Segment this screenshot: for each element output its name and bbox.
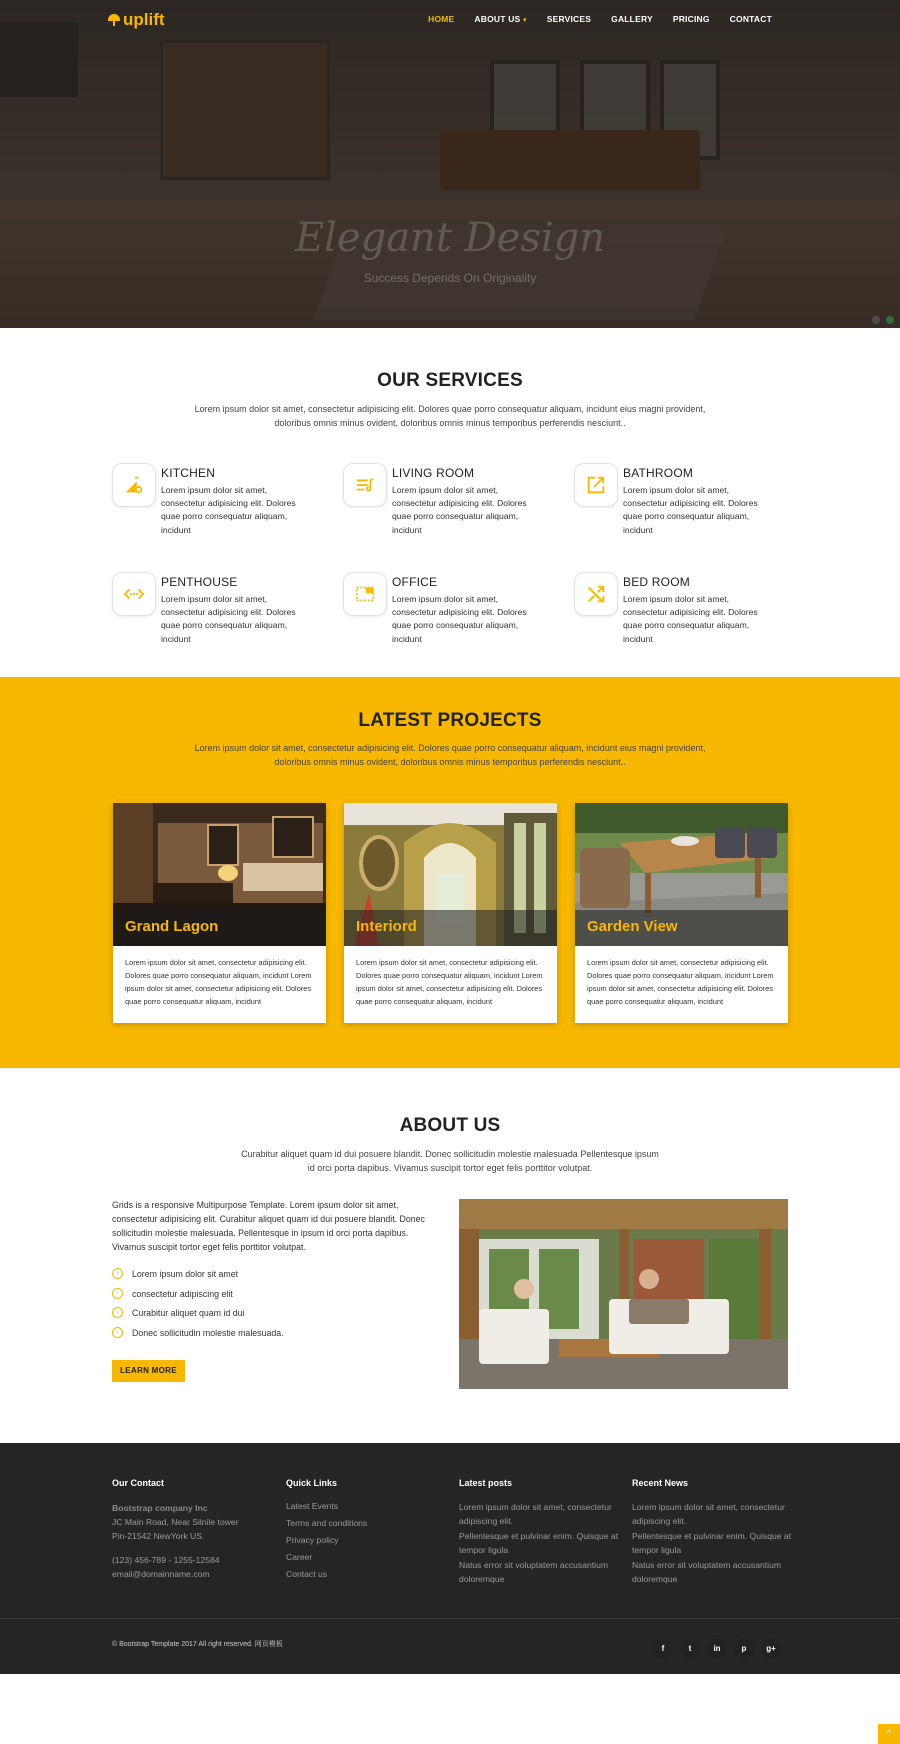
email-link[interactable]: email@domainname.com xyxy=(112,1569,210,1579)
project-card-garden-view[interactable] xyxy=(575,803,788,1023)
hero-banner xyxy=(0,0,900,328)
learn-more-button[interactable]: LEARN MORE xyxy=(112,1360,185,1382)
format-color-icon xyxy=(112,463,156,507)
nav-home[interactable] xyxy=(418,14,464,24)
about-list xyxy=(112,1268,412,1346)
facebook-icon[interactable]: f xyxy=(653,1639,673,1659)
shuffle-icon xyxy=(574,572,618,616)
phone: (123) 456-789 - 1255-12584 xyxy=(112,1555,220,1565)
footer-link[interactable]: Contact us xyxy=(286,1569,328,1579)
project-text: Lorem ipsum dolor sit amet, consectetur adipisicing elit. Dolores quae porro consequatur aliquam, incidunt Lorem ipsum dolor sit amet, consectetur adipisicing elit. Dolores quae porro consequatur aliquam, incidunt xyxy=(587,958,774,1006)
list-item xyxy=(112,1307,412,1327)
list-item-label: Donec sollicitudin molestie malesuada. xyxy=(132,1327,284,1338)
project-caption xyxy=(575,910,788,946)
list-item xyxy=(112,1288,412,1308)
list-item-label: Curabitur aliquet quam id dui xyxy=(132,1308,245,1318)
about-image xyxy=(459,1199,788,1389)
service-text: Lorem ipsum dolor sit amet, consectetur adipisicing elit. Dolores quae porro consequatur aliquam, incidunt xyxy=(161,485,296,535)
settings-ethernet-icon xyxy=(112,572,156,616)
footer-divider xyxy=(0,1618,900,1619)
nav-services[interactable] xyxy=(537,14,601,24)
logo-text: uplift xyxy=(123,10,165,29)
google-plus-icon[interactable]: g+ xyxy=(761,1639,781,1659)
hero-title: Elegant Design xyxy=(294,215,606,261)
footer-recent-news xyxy=(632,1478,802,1588)
project-card-interiord[interactable] xyxy=(344,803,557,1023)
service-name: PENTHOUSE xyxy=(161,575,238,589)
company-name: Bootstrap company Inc xyxy=(112,1503,208,1513)
picture-in-picture-icon xyxy=(343,572,387,616)
services-desc: Lorem ipsum dolor sit amet, consectetur adipisicing elit. Dolores quae porro consequatur aliquam, incidunt eius magni provident, doloribus omnis minus ovident, doloribus omnis minus temporibus perferendis nesciunt.. xyxy=(194,404,706,428)
open-external-icon xyxy=(574,463,618,507)
scroll-to-top-button[interactable]: ^ xyxy=(878,1724,900,1744)
service-name: OFFICE xyxy=(392,575,438,589)
nav-about-label: ABOUT US xyxy=(474,14,521,24)
news-link[interactable]: Lorem ipsum dolor sit amet, consectetur adipiscing elit. xyxy=(632,1502,785,1526)
slider-dot-active[interactable] xyxy=(886,316,894,324)
list-item xyxy=(112,1268,412,1288)
address-line: JC Main Road, Near Silnile tower xyxy=(112,1517,239,1527)
footer-link[interactable]: Career xyxy=(286,1552,313,1562)
service-text: Lorem ipsum dolor sit amet, consectetur adipisicing elit. Dolores quae porro consequatur aliquam, incidunt xyxy=(161,594,296,644)
slider-dot[interactable] xyxy=(872,316,880,324)
project-title: Interiord xyxy=(356,918,417,935)
copyright: © Bootstrap Template 2017 All right reserved. 网页模板 xyxy=(112,1641,283,1648)
service-text: Lorem ipsum dolor sit amet, consectetur adipisicing elit. Dolores quae porro consequatur aliquam, incidunt xyxy=(623,594,758,644)
post-link[interactable]: Natus error sit voluptatem accusantium doloremque xyxy=(459,1560,609,1584)
service-text: Lorem ipsum dolor sit amet, consectetur adipisicing elit. Dolores quae porro consequatur aliquam, incidunt xyxy=(623,485,758,535)
service-name: LIVING ROOM xyxy=(392,466,475,480)
project-text: Lorem ipsum dolor sit amet, consectetur adipisicing elit. Dolores quae porro consequatur aliquam, incidunt Lorem ipsum dolor sit amet, consectetur adipisicing elit. Dolores quae porro consequatur aliquam, incidunt xyxy=(125,958,312,1006)
about-text: Grids is a responsive Multipurpose Template. Lorem ipsum dolor sit amet, consectetur adipisicing elit. Curabitur aliquet quam id dui posuere blandit. Donec sollicitudin molestie malesuada. Pellentesque in ipsum id orci porta dapibus. Vivamus suscipit tortor eget felis porttitor volutpat. xyxy=(112,1200,425,1252)
nav-contact-label: CONTACT xyxy=(729,14,772,24)
linkedin-icon[interactable]: in xyxy=(707,1639,727,1659)
footer-link[interactable]: Latest Events xyxy=(286,1501,339,1511)
footer-quick-links xyxy=(286,1478,456,1586)
list-item-label: Lorem ipsum dolor sit amet xyxy=(132,1269,239,1279)
nav-services-label: SERVICES xyxy=(546,14,592,24)
services-title: OUR SERVICES xyxy=(377,370,523,391)
project-title: Garden View xyxy=(587,918,678,935)
nav-contact[interactable] xyxy=(720,14,782,24)
nav-gallery-label: GALLERY xyxy=(611,14,653,24)
service-name: BATHROOM xyxy=(623,466,694,480)
footer-heading: Latest posts xyxy=(459,1478,513,1488)
footer-heading: Recent News xyxy=(632,1478,689,1488)
chevron-circle-icon: › xyxy=(112,1327,123,1338)
site-logo[interactable] xyxy=(108,10,165,30)
projects-desc: Lorem ipsum dolor sit amet, consectetur adipisicing elit. Dolores quae porro consequatur aliquam, incidunt eius magni provident, doloribus omnis minus ovident, doloribus omnis minus temporibus perferendis nesciunt.. xyxy=(194,743,706,767)
nav-pricing-label: PRICING xyxy=(672,14,710,24)
service-name: KITCHEN xyxy=(161,466,216,480)
nav-pricing[interactable] xyxy=(663,14,720,24)
news-link[interactable]: Natus error sit voluptatem accusantium doloremque xyxy=(632,1560,782,1584)
news-link[interactable]: Pellentesque et pulvinar enim. Quisque at tempor ligula xyxy=(632,1531,792,1555)
list-item-label: consectetur adipiscing elit xyxy=(132,1288,233,1299)
chevron-circle-icon: › xyxy=(112,1307,123,1318)
nav-about-us[interactable] xyxy=(464,14,536,24)
project-caption xyxy=(344,910,557,946)
projects-title: LATEST PROJECTS xyxy=(358,710,542,731)
about-title: ABOUT US xyxy=(399,1115,501,1136)
footer-link[interactable]: Privacy policy xyxy=(286,1535,339,1545)
twitter-icon[interactable]: t xyxy=(680,1639,700,1659)
playlist-icon xyxy=(343,463,387,507)
chevron-circle-icon: › xyxy=(112,1288,123,1299)
chevron-circle-icon: › xyxy=(112,1268,123,1279)
nav-gallery[interactable] xyxy=(601,14,663,24)
footer-contact xyxy=(112,1478,282,1581)
caret-down-icon: ▾ xyxy=(522,17,527,24)
footer-latest-posts xyxy=(459,1478,629,1588)
service-name: BED ROOM xyxy=(623,575,690,589)
about-desc: Curabitur aliquet quam id dui posuere blandit. Donec sollicitudin molestie malesuada Pellentesque ipsum id orci porta dapibus. Vivamus suscipit tortor eget felis porttitor volutpat. xyxy=(241,1149,659,1173)
project-text: Lorem ipsum dolor sit amet, consectetur adipisicing elit. Dolores quae porro consequatur aliquam, incidunt Lorem ipsum dolor sit amet, consectetur adipisicing elit. Dolores quae porro consequatur aliquam, incidunt xyxy=(356,958,543,1006)
service-text: Lorem ipsum dolor sit amet, consectetur adipisicing elit. Dolores quae porro consequatur aliquam, incidunt xyxy=(392,485,527,535)
umbrella-icon xyxy=(108,14,120,26)
project-card-grand-lagon[interactable] xyxy=(113,803,326,1023)
main-nav xyxy=(418,14,782,24)
post-link[interactable]: Lorem ipsum dolor sit amet, consectetur adipiscing elit. xyxy=(459,1502,612,1526)
service-text: Lorem ipsum dolor sit amet, consectetur adipisicing elit. Dolores quae porro consequatur aliquam, incidunt xyxy=(392,594,527,644)
hero-subtitle: Success Depends On Originality xyxy=(363,271,537,285)
slider-dots xyxy=(872,316,894,324)
pinterest-icon[interactable]: p xyxy=(734,1639,754,1659)
project-caption xyxy=(113,910,326,946)
footer-link[interactable]: Terms and conditions xyxy=(286,1518,368,1528)
address-line: Pin-21542 NewYork US. xyxy=(112,1531,205,1541)
project-title: Grand Lagon xyxy=(125,918,219,935)
nav-home-label: HOME xyxy=(428,14,455,24)
footer-heading: Our Contact xyxy=(112,1478,165,1488)
post-link[interactable]: Pellentesque et pulvinar enim. Quisque at tempor ligula xyxy=(459,1531,619,1555)
footer-heading: Quick Links xyxy=(286,1478,338,1488)
social-links xyxy=(653,1639,781,1659)
list-item xyxy=(112,1327,412,1347)
